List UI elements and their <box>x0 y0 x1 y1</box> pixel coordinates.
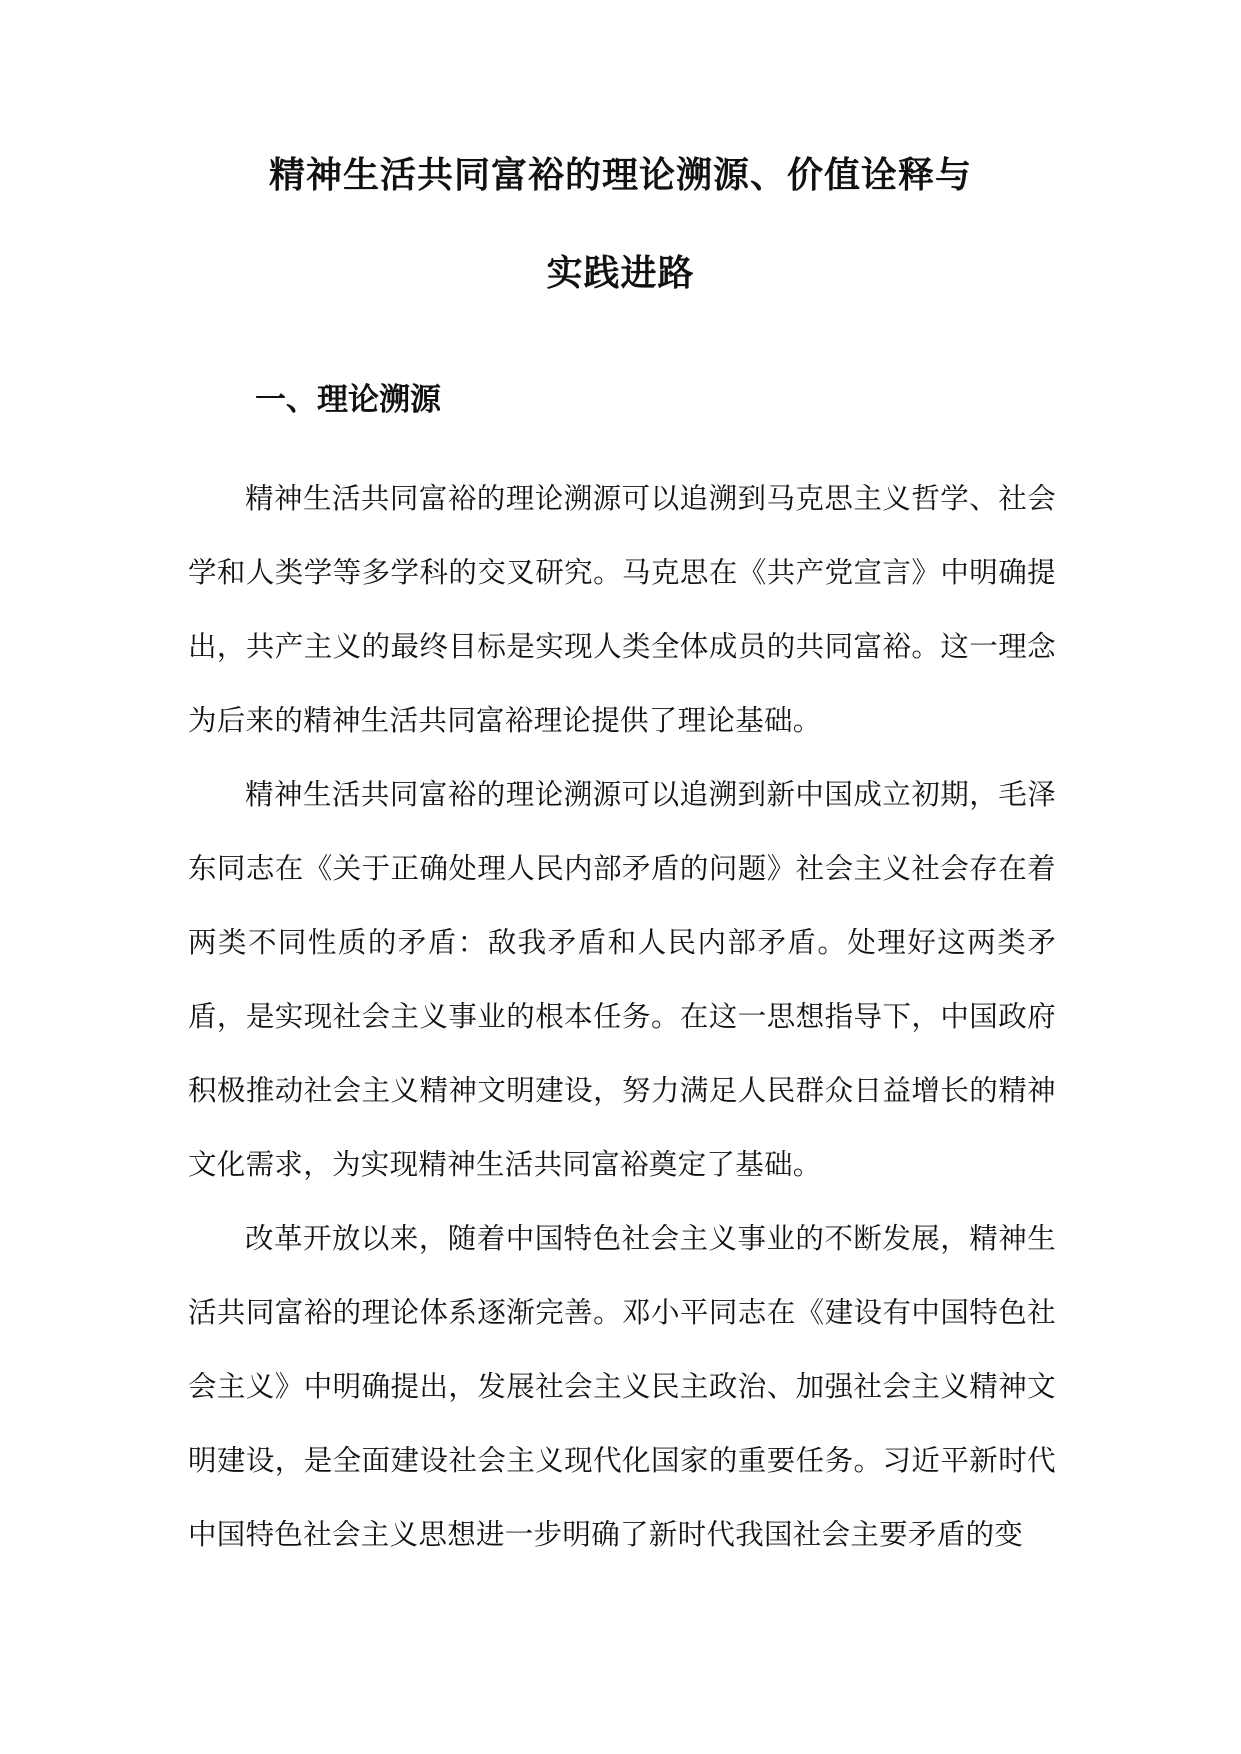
paragraph-3: 改革开放以来，随着中国特色社会主义事业的不断发展，精神生活共同富裕的理论体系逐渐完善。邓小平同志在《建设有中国特色社会主义》中明确提出，发展社会主义民主政治、加强社会主义精神文明建设，是全面建设社会主义现代化国家的重要任务。习近平新时代中国特色社会主义思想进一步明确了新时代我国社会主要矛盾的变 <box>188 1222 1056 1551</box>
document-title-line-2: 实践进路 <box>546 253 695 294</box>
section-heading: 一、理论溯源 <box>255 382 441 418</box>
document-title-line-1: 精神生活共同富裕的理论溯源、价值诠释与 <box>268 155 972 196</box>
paragraph-2: 精神生活共同富裕的理论溯源可以追溯到新中国成立初期，毛泽东同志在《关于正确处理人民内部矛盾的问题》社会主义社会存在着两类不同性质的矛盾：敌我矛盾和人民内部矛盾。处理好这两类矛盾，是实现社会主义事业的根本任务。在这一思想指导下，中国政府积极推动社会主义精神文明建设，努力满足人民群众日益增长的精神文化需求，为实现精神生活共同富裕奠定了基础。 <box>188 778 1056 1181</box>
body-text <box>188 462 1056 1572</box>
paragraph-1: 精神生活共同富裕的理论溯源可以追溯到马克思主义哲学、社会学和人类学等多学科的交叉研究。马克思在《共产党宣言》中明确提出，共产主义的最终目标是实现人类全体成员的共同富裕。这一理念为后来的精神生活共同富裕理论提供了理论基础。 <box>188 482 1056 737</box>
